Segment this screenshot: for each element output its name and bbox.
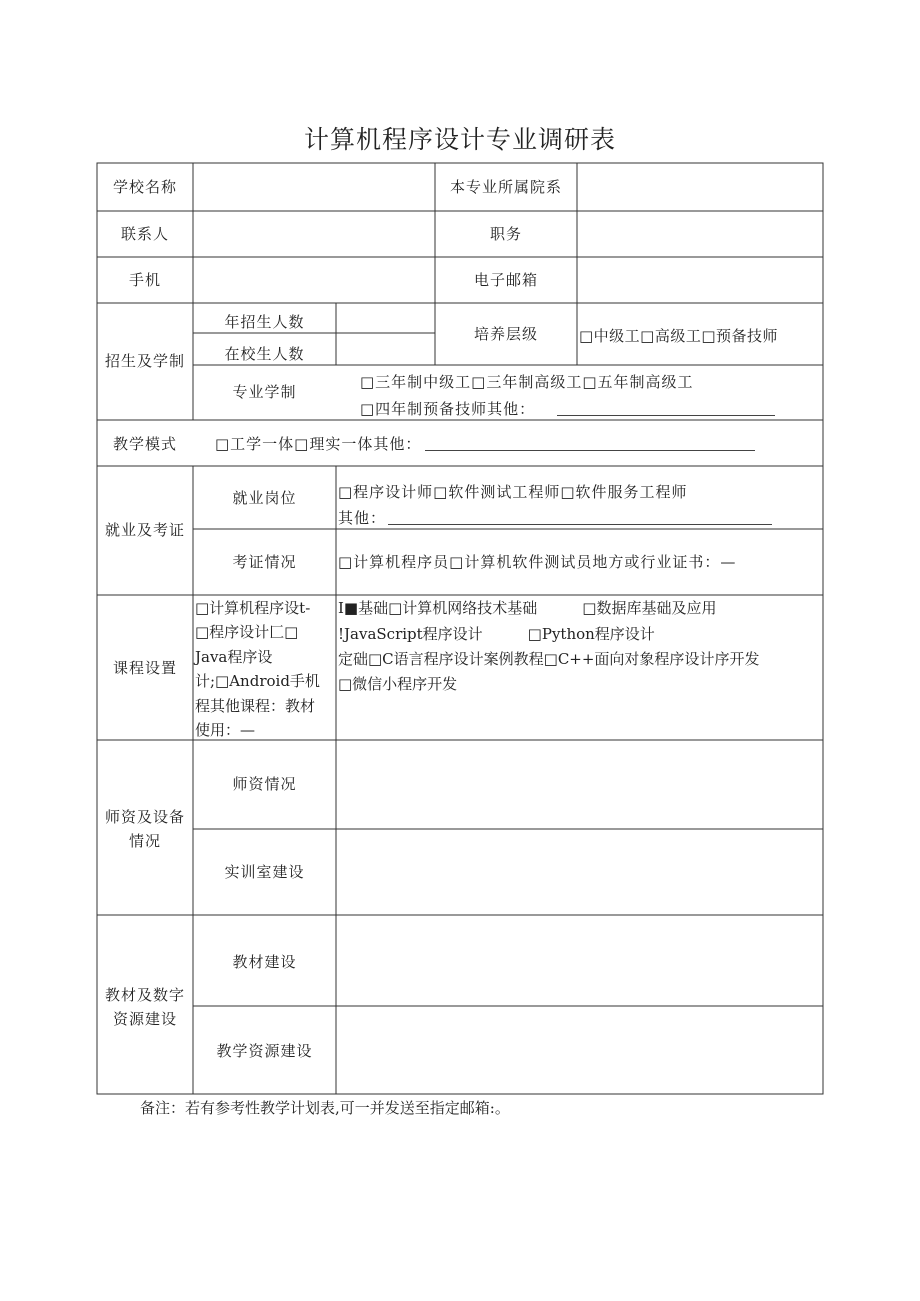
job-positions-line2: 其他：: [338, 510, 772, 527]
label-enroll-group: 招生及学制: [104, 352, 185, 370]
label-training-level: 培养层级: [473, 325, 538, 343]
curriculum-left-line: □计算机程序设t-: [195, 599, 311, 617]
footnote: 备注：若有参考性教学计划表,可一并发送至指定邮箱:。: [140, 1099, 510, 1117]
job-positions-line1: □程序设计师□软件测试工程师□软件服务工程师: [338, 483, 688, 501]
curriculum-left-line: 使用：—: [195, 721, 256, 739]
schooling-options-line2: □四年制预备技师其他：: [360, 401, 775, 418]
curriculum-left-line: 计;□Android手机: [195, 672, 320, 690]
training-level-options: □中级工□高级工□预备技师: [579, 327, 779, 345]
label-faculty-group: 师资及设备: [104, 808, 185, 826]
curriculum-left-line: 程其他课程：教材: [195, 697, 316, 715]
label-current-students: 在校生人数: [224, 345, 305, 363]
label-school-name: 学校名称: [112, 178, 177, 196]
curriculum-right-line: !JavaScript程序设计 □Python程序设计: [338, 625, 655, 643]
schooling-options-line1: □三年制中级工□三年制高级工□五年制高级工: [360, 373, 694, 391]
curriculum-left-line: □程序设计匚□: [195, 623, 299, 641]
label-department: 本专业所属院系: [449, 178, 562, 196]
label-textbook-group-2: 资源建设: [112, 1010, 177, 1028]
label-contact: 联系人: [120, 225, 169, 243]
label-employ-group: 就业及考证: [104, 521, 185, 539]
teaching-mode-options: □工学一体□理实一体其他：: [215, 436, 755, 453]
label-certification: 考证情况: [232, 553, 297, 571]
label-training-room: 实训室建设: [224, 863, 305, 881]
label-faculty: 师资情况: [232, 775, 297, 793]
label-position: 职务: [489, 225, 522, 243]
label-textbook: 教材建设: [232, 953, 297, 971]
label-job-positions: 就业岗位: [232, 489, 297, 507]
label-schooling: 专业学制: [232, 383, 297, 401]
label-teaching-resources: 教学资源建设: [216, 1042, 313, 1060]
label-phone: 手机: [128, 271, 161, 289]
certification-text: □计算机程序员□计算机软件测试员地方或行业证书：—: [338, 553, 737, 571]
curriculum-right-line: I■基础□计算机网络技术基础 □数据库基础及应用: [338, 599, 717, 617]
label-textbook-group: 教材及数字: [104, 986, 185, 1004]
curriculum-right-line: 定础□C语言程序设计案例教程□C++面向对象程序设计序开发: [338, 650, 760, 668]
page-title: 计算机程序设计专业调研表: [303, 125, 616, 154]
label-annual-enroll: 年招生人数: [224, 313, 305, 331]
label-faculty-group-2: 情况: [128, 832, 161, 850]
label-teaching-mode: 教学模式: [112, 435, 177, 453]
curriculum-right-line: □微信小程序开发: [338, 675, 458, 693]
curriculum-left-line: Java程序设: [195, 648, 273, 666]
label-email: 电子邮箱: [473, 271, 538, 289]
label-curriculum: 课程设置: [112, 659, 177, 677]
